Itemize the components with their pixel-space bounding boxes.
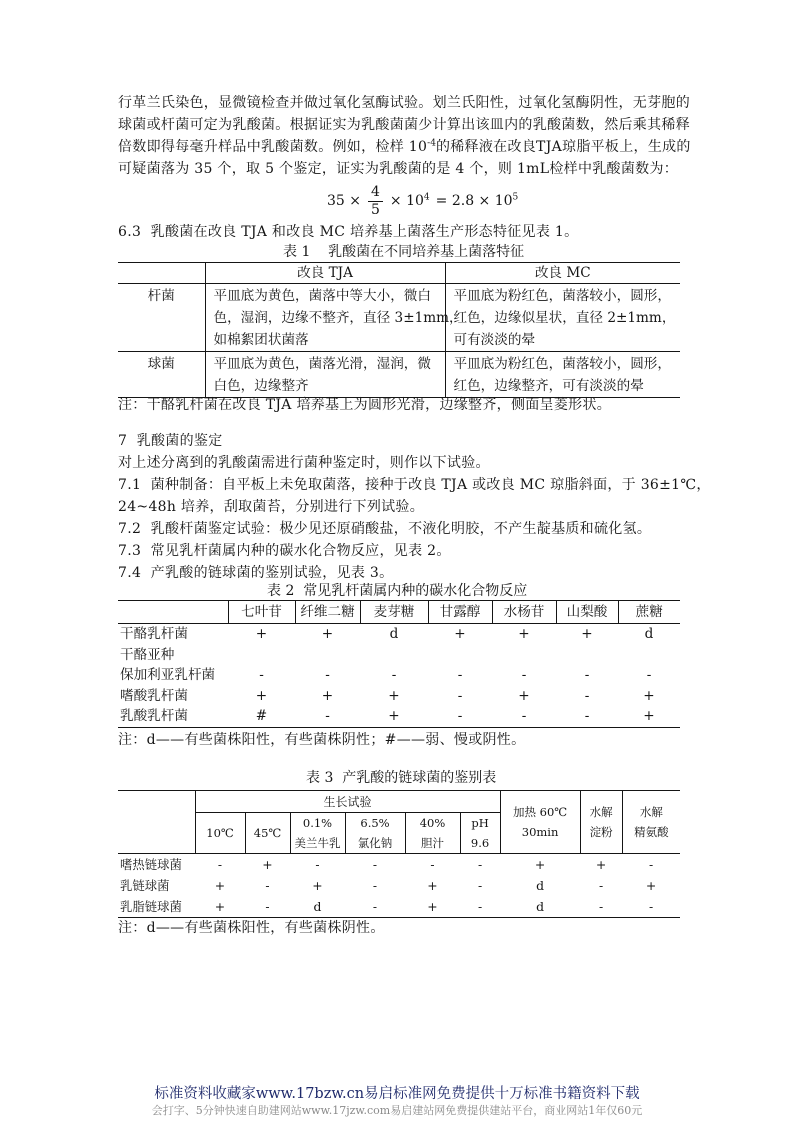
column-header: 蔗糖 [618, 601, 680, 624]
exponent: -4 [427, 138, 436, 149]
reaction-cell: + [518, 626, 530, 642]
reaction-cell [618, 645, 680, 666]
reaction-cell: - [457, 708, 463, 725]
description-line: 平皿底为粉红色，菌落较小，圆形， [453, 356, 671, 372]
column-header-line: 水解 [639, 805, 663, 819]
result-cell: - [477, 878, 483, 893]
row-label: 杆菌 [118, 284, 205, 352]
table-header-row [118, 791, 680, 813]
column-header [245, 813, 290, 854]
table-title: 表 3 产乳酸的链球菌的鉴别表 [306, 770, 497, 786]
reaction-cell [360, 645, 428, 666]
table-header-row [118, 601, 680, 624]
reaction-cell: - [521, 708, 527, 725]
result-cell: - [477, 899, 483, 914]
result-cell: - [430, 857, 435, 872]
result-cell: + [262, 857, 273, 872]
corner-cell [118, 791, 195, 854]
column-header [460, 813, 500, 854]
result-cell: + [427, 899, 438, 914]
description-line: 平皿底为粉红色，菌落较小，圆形， [453, 288, 671, 304]
species-name: 乳酸乳杆菌 [120, 708, 188, 725]
reaction-cell [228, 645, 295, 666]
result-cell: + [427, 878, 438, 893]
paragraph-line: 行革兰氏染色，显微镜检查并做过氧化氢酶试验。划兰氏阳性，过氧化氢酶阴性，无芽胞的 [118, 95, 690, 111]
section-item: 对上述分离到的乳酸菌需进行菌种鉴定时，则作以下试验。 [118, 455, 490, 471]
fraction-numerator: 4 [368, 184, 383, 202]
section-heading: 7 乳酸菌的鉴定 [118, 433, 223, 449]
paragraph-text: 倍数即得每毫升样品中乳酸菌数。例如，检样 10 [118, 139, 428, 155]
formula-term: 35 × [327, 193, 361, 209]
description-line: 可有淡淡的晕 [453, 332, 536, 348]
reaction-cell: d [389, 626, 399, 642]
column-header [500, 791, 580, 854]
column-header-line: 精氨酸 [634, 825, 669, 839]
reaction-cell: + [388, 708, 400, 725]
result-cell: + [645, 878, 657, 893]
result-cell: - [372, 857, 378, 872]
description-line: 色，湿润，边缘不整齐，直径 3±1mm， [213, 310, 463, 326]
reaction-cell: - [457, 687, 463, 704]
paragraph-line: 球菌或杆菌可定为乳酸菌。根据证实为乳酸菌菌少计算出该皿内的乳酸菌数，然后乘其稀释 [118, 117, 690, 133]
tja-description [205, 352, 445, 398]
reaction-cell: - [457, 667, 463, 684]
result-cell: + [595, 857, 607, 872]
reaction-cell: - [584, 667, 590, 684]
table-1 [118, 262, 680, 398]
column-header-line: 30min [521, 825, 559, 839]
reaction-cell [556, 645, 618, 666]
reaction-cell: + [643, 687, 655, 704]
table-row [118, 284, 680, 352]
section-item: 24~48h 培养，刮取菌苔，分别进行下列试验。 [118, 499, 425, 515]
result-cell: - [372, 899, 378, 914]
reaction-cell [295, 645, 360, 666]
exponent: 5 [512, 192, 519, 203]
species-name: 干酪亚种 [120, 646, 175, 663]
column-header-line: 45℃ [253, 826, 282, 840]
reaction-cell: + [255, 687, 268, 704]
column-header [290, 813, 345, 854]
result-cell: d [536, 878, 545, 893]
description-line: 平皿底为黄色，菌落中等大小，微白 [213, 288, 431, 304]
table-body [118, 263, 680, 398]
result-cell: - [265, 878, 270, 893]
result-cell: - [217, 857, 223, 872]
result-cell: + [214, 878, 226, 893]
result-cell: - [598, 899, 604, 914]
species-name: 干酪乳杆菌 [120, 626, 188, 642]
table-body [118, 601, 680, 728]
table-row [118, 624, 680, 645]
section-item: 7.4 产乳酸的链球菌的鉴别试验，见表 3。 [118, 565, 394, 581]
column-header-mc: 改良 MC [445, 263, 680, 284]
table-row [118, 875, 680, 896]
column-header-line: 0.1% [302, 816, 333, 830]
corner-cell [118, 263, 205, 284]
column-header [580, 791, 622, 854]
corner-cell [118, 601, 228, 624]
reaction-cell [492, 645, 556, 666]
reaction-cell: - [391, 667, 397, 684]
table-row [118, 645, 680, 666]
footer-line: 标准资料收藏家www.17bzw.cn易启标准网免费提供十万标准书籍资料下载 [154, 1086, 640, 1102]
column-header-line: 水解 [589, 805, 613, 819]
group-header-growth-test: 生长试验 [195, 791, 500, 813]
column-header: 水杨苷 [492, 601, 556, 624]
reaction-cell: + [321, 687, 334, 704]
description-line: 红色，边缘整齐，可有淡淡的晕 [453, 378, 644, 394]
result-cell: - [477, 857, 483, 872]
description-line: 平皿底为黄色，菌落光滑，湿润，微 [213, 356, 431, 372]
table-row [118, 896, 680, 918]
formula-term [436, 193, 519, 209]
paragraph-line [118, 138, 691, 156]
paragraph-text: 的稀释液在改良TJA琼脂平板上，生成的 [435, 139, 691, 155]
reaction-cell: + [643, 708, 655, 725]
column-header [195, 813, 245, 854]
species-name: 嗜酸乳杆菌 [120, 687, 188, 704]
column-header-line: 10℃ [206, 826, 234, 840]
column-header-line: 9.6 [470, 836, 490, 850]
column-header-line: 美兰牛乳 [294, 836, 341, 850]
table-title: 表 2 常见乳杆菌属内种的碳水化合物反应 [267, 583, 528, 599]
formula [324, 182, 521, 220]
result-cell: - [648, 899, 654, 914]
result-cell: + [534, 857, 546, 872]
reaction-cell: d [644, 626, 654, 642]
result-cell: - [372, 878, 378, 893]
table-row [118, 854, 680, 876]
column-header-tja: 改良 TJA [205, 263, 445, 284]
exponent: 4 [423, 192, 430, 203]
result-cell: d [536, 899, 545, 914]
description-line: 红色，边缘似星状，直径 2±1mm， [453, 310, 676, 326]
column-header-line: 40% [419, 816, 446, 830]
column-header-line: 6.5% [360, 816, 390, 830]
column-header-line: pH [471, 816, 489, 830]
result-cell: + [312, 878, 323, 893]
paragraph-line: 可疑菌落为 35 个，取 5 个鉴定，证实为乳酸菌的是 4 个，则 1mL检样中乳酸菌数为： [118, 161, 679, 177]
reaction-cell: + [454, 626, 466, 642]
table-note: 注：干酪乳杆菌在改良 TJA 培养基上为圆形光滑，边缘整齐，侧面呈菱形状。 [118, 397, 612, 413]
result-cell: - [648, 857, 654, 872]
table-note: 注：d——有些菌株阳性，有些菌株阴性；#——弱、慢或阴性。 [118, 732, 526, 748]
column-header: 山梨酸 [556, 601, 618, 624]
strain-name: 乳脂链球菌 [120, 899, 182, 914]
section-item: 7.3 常见乳杆菌属内种的碳水化合物反应，见表 2。 [118, 543, 451, 559]
result-cell: - [315, 857, 320, 872]
species-name: 保加利亚乳杆菌 [120, 667, 216, 684]
table-2 [118, 600, 680, 728]
column-header [405, 813, 460, 854]
reaction-cell [428, 645, 492, 666]
strain-name: 乳链球菌 [120, 878, 170, 893]
mc-description [445, 284, 680, 352]
result-cell: - [265, 899, 270, 914]
reaction-cell: - [646, 667, 652, 684]
column-header [345, 813, 405, 854]
reaction-cell: + [388, 687, 400, 704]
reaction-cell: + [255, 626, 268, 642]
formula-base: × 10 [389, 193, 424, 209]
table-body [118, 791, 680, 918]
section-item: 7.1 菌种制备：自平板上未免取菌落，接种于改良 TJA 或改良 MC 琼脂斜面，于 36±1℃， [118, 477, 711, 493]
reaction-cell: + [581, 626, 593, 642]
table-title: 表 1 乳酸菌在不同培养基上菌落特征 [283, 244, 525, 260]
fraction [368, 184, 383, 219]
formula-result: = 2.8 × 10 [435, 193, 513, 209]
column-header: 麦芽糖 [360, 601, 428, 624]
column-header-line: 胆汁 [421, 836, 444, 850]
reaction-cell: - [325, 667, 330, 684]
column-header: 甘露醇 [428, 601, 492, 624]
tja-description [205, 284, 463, 352]
column-header-line: 淀粉 [589, 825, 613, 839]
mc-description [445, 352, 680, 398]
reaction-cell: - [521, 667, 527, 684]
description-line: 如棉絮团状菌落 [213, 332, 309, 348]
table-row [118, 352, 680, 398]
result-cell: + [214, 899, 226, 914]
footer-line: 会打字、5分钟快速自助建网站www.17jzw.com易启建站网免费提供建站平台，商业网站1年仅60元 [151, 1104, 643, 1117]
strain-name: 嗜热链球菌 [120, 857, 182, 872]
table-row [118, 686, 680, 707]
row-label: 球菌 [118, 352, 205, 398]
table-3 [118, 790, 680, 918]
reaction-cell: # [255, 708, 268, 725]
description-line: 白色，边缘整齐 [213, 378, 309, 394]
column-header: 纤维二糖 [295, 601, 360, 624]
reaction-cell: - [259, 667, 264, 684]
fraction-denominator: 5 [371, 201, 380, 218]
column-header-line: 加热 60℃ [513, 805, 568, 819]
table-header-row [118, 263, 680, 284]
reaction-cell: + [518, 687, 530, 704]
result-cell: - [598, 878, 604, 893]
table-note: 注：d——有些菌株阳性，有些菌株阴性。 [118, 920, 385, 936]
section-item: 7.2 乳酸杆菌鉴定试验：极少见还原硝酸盐，不液化明胶，不产生靛基质和硫化氢。 [118, 521, 652, 537]
table-row [118, 665, 680, 686]
formula-term [390, 193, 430, 209]
section-item: 6.3 乳酸菌在改良 TJA 和改良 MC 培养基上菌落生产形态特征见表 1。 [118, 224, 579, 240]
reaction-cell: - [584, 687, 590, 704]
reaction-cell: - [325, 708, 330, 725]
column-header: 七叶苷 [228, 601, 295, 624]
result-cell: d [313, 899, 322, 914]
table-row [118, 706, 680, 727]
reaction-cell: + [321, 626, 334, 642]
column-header [622, 791, 680, 854]
column-header-line: 氯化钠 [357, 836, 393, 850]
reaction-cell: - [584, 708, 590, 725]
